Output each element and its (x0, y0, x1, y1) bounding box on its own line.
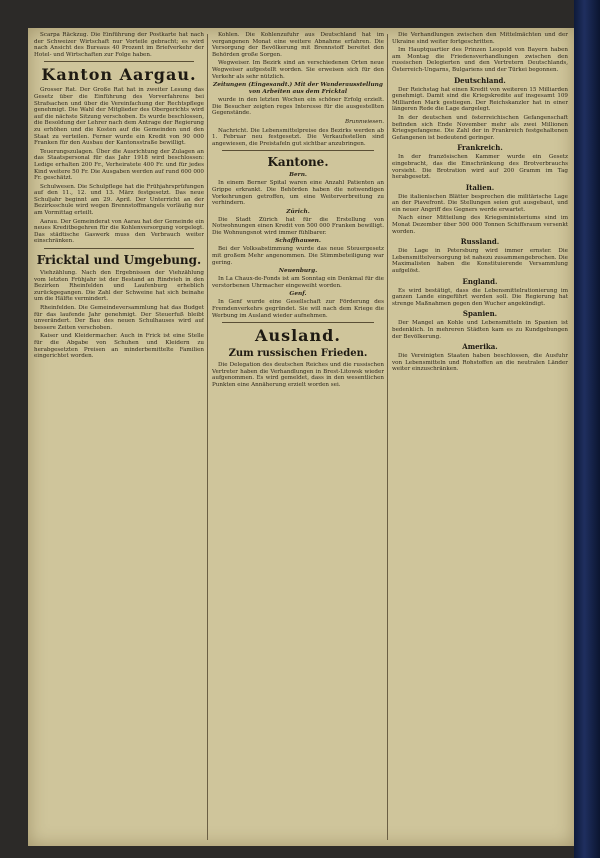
paragraph: Die Vereinigten Staaten haben beschlossen, die Ausfuhr von Lebensmitteln und Rohstoffen an die neutralen Länder weiter einzuschränken. (392, 353, 568, 373)
section-heading-aargau: Kanton Aargau. (41, 65, 197, 85)
paragraph: Teuerungszulagen. Über die Ausrichtung der Zulagen an das Staatspersonal für das Jahr 1918 wird beschlossen: Ledige erhalten 200 Fr., Verheiratete 400 Fr. und für jedes Kind weitere 50 Fr. Die Ausgaben werden auf rund 600 000 Fr. geschätzt. (34, 148, 204, 182)
country-heading: Spanien. (462, 309, 498, 319)
country-heading: Russland. (460, 237, 500, 247)
subheading: Bern. (289, 172, 307, 179)
paragraph: Bei der Volksabstimmung wurde das neue Steuergesetz mit großem Mehr angenommen. Die Stimmbeteiligung war gering. (212, 246, 384, 266)
section-heading-ausland: Ausland. (255, 326, 341, 346)
paragraph: Der Mangel an Kohle und Lebensmitteln in Spanien ist bedenklich. In mehreren Städten kam es zu Kundgebungen der Bevölkerung. (392, 320, 568, 340)
paragraph: Grosser Rat. Der Große Rat hat in zweiter Lesung das Gesetz über die Einführung des Vorverfahrens bei Strafsachen und über die Vereinfachung der Rechtspflege genehmigt. Die Wahl der Mitglieder des Obergerichts wird auf die nächste Sitzung verschoben. Es wurde beschlossen, die Besoldung der Lehrer nach dem Antrage der Regierung zu erhöhen und die Kosten auf die Gemeinden und den Staat zu verteilen. Ferner wurde ein Kredit von 90 000 Franken für den Ausbau der Kantonsstraße bewilligt. (34, 87, 204, 147)
section-heading-kantone: Kantone. (267, 155, 329, 170)
signature: Brunnwiesen. (344, 118, 384, 125)
column-3 (392, 32, 568, 842)
section-heading-fricktal: Fricktal und Umgebung. (36, 253, 202, 268)
paragraph: Nachricht. Die Lebensmittelpreise des Bezirks werden ab 1. Februar neu festgesetzt. Die Verkaufsstellen sind angewiesen, die Preistafeln gut sichtbar anzubringen. (212, 127, 384, 147)
paragraph: Viehzählung. Nach den Ergebnissen der Viehzählung vom letzten Frühjahr ist der Bestand an Rindvieh in den Bezirken Rheinfelden und Laufenburg erheblich zurückgegangen. Die Zahl der Schweine hat sich beinahe um die Hälfte vermindert. (34, 270, 204, 303)
paragraph: Die Delegation des deutschen Reiches und die russischen Vertreter haben die Verhandlungen in Brest-Litowsk wieder aufgenommen. Es wird gemeldet, dass in den wesentlichen Punkten eine Annäherung erzielt worden sei. (212, 362, 384, 388)
column-2 (212, 32, 384, 842)
book-binding (574, 0, 600, 858)
paragraph: Im Hauptquartier des Prinzen Leopold von Bayern haben am Montag die Friedensverhandlungen zwischen den russischen Delegierten und den Vertretern Deutschlands, Österreich-Ungarns, Bulgariens und der Türkei begonnen. (392, 47, 568, 73)
paragraph: Die Verhandlungen zwischen den Mittelmächten und der Ukraine sind weiter fortgeschritten. (392, 32, 568, 45)
paragraph: In La Chaux-de-Fonds ist am Sonntag ein Denkmal für die verstorbenen Uhrmacher eingeweiht worden. (212, 276, 384, 289)
paragraph: Kaiser und Kleidermacher. Auch in Frick ist eine Stelle für die Abgabe von Schuhen und Kleidern zu herabgesetzten Preisen an minderbemittelte Familien eingerichtet worden. (34, 333, 204, 360)
paragraph: In einem Berner Spital waren eine Anzahl Patienten an Grippe erkrankt. Die Behörden haben die notwendigen Vorkehrungen getroffen, um eine Weiterverbreitung zu verhindern. (212, 180, 384, 207)
paragraph: wurde in den letzten Wochen ein schöner Erfolg erzielt. Die Besucher zeigten reges Interesse für die ausgestellten Gegenstände. (212, 97, 384, 117)
country-heading: Frankreich. (457, 143, 503, 153)
subheading: Genf. (289, 291, 307, 298)
subheading: Neuenburg. (278, 268, 318, 275)
column-rule (207, 34, 208, 840)
subheading: Zürich. (286, 208, 310, 215)
paragraph: Die Lage in Petersburg wird immer ernster. Die Lebensmittelversorgung ist nahezu zusammengebrochen. Die Maximalisten haben die Konstituierende Versammlung aufgelöst. (392, 248, 568, 275)
section-subheading-frieden: Zum russischen Frieden. (228, 348, 368, 360)
paragraph: Die italienischen Blätter besprechen die militärische Lage an der Piavefront. Die Stellungen seien gut ausgebaut, und ein neuer Angriff des Gegners werde erwartet. (392, 193, 568, 213)
paragraph: Nach einer Mitteilung des Kriegsministeriums sind im Monat Dezember über 500 000 Tonnen Schiffsraum versenkt worden. (392, 215, 568, 235)
paragraph: In der französischen Kammer wurde ein Gesetz eingebracht, das die Einschränkung des Brotverbrauchs vorsieht. Die Brotration wird auf 200 Gramm im Tag herabgesetzt. (392, 154, 568, 181)
paragraph: In der deutschen und österreichischen Gefangenschaft befinden sich Ende November mehr als zwei Millionen Kriegsgefangene. Die Zahl der in Frankreich festgehaltenen Gefangenen ist bedeutend geringer. (392, 114, 568, 141)
country-heading: England. (462, 276, 498, 286)
separator (44, 248, 194, 249)
paragraph: Rheinfelden. Die Gemeindeversammlung hat das Budget für das laufende Jahr genehmigt. Der Steuerfuß bleibt unverändert. Der Bau des neuen Schulhauses wird auf bessere Zeiten verschoben. (34, 305, 204, 331)
country-heading: Amerika. (462, 342, 498, 352)
column-1 (34, 32, 204, 842)
paragraph: Aarau. Der Gemeinderat von Aarau hat der Gemeinde ein neues Kreditbegehren für die Kohlenversorgung vorgelegt. Das städtische Gaswerk muss den Verbrauch weiter einschränken. (34, 218, 204, 245)
paragraph: Es wird bestätigt, dass die Lebensmittelrationierung im ganzen Lande eingeführt werden soll. Die Regierung hat strenge Maßnahmen gegen den Wucher angekündigt. (392, 287, 568, 307)
intro-paragraph: Scarpa Räckzug. Die Einführung der Postkarte hat nach der Schweizer Wirtschaft nur Vorteile gebracht; es wird nach Ansicht des Bureaus 40 Prozent im Briefverkehr der Hotel- und Wirtschaften zur Folge haben. (34, 32, 204, 58)
paragraph: Wegweiser. Im Bezirk sind an verschiedenen Orten neue Wegweiser aufgestellt worden. Sie erweisen sich für den Verkehr als sehr nützlich. (212, 60, 384, 80)
newspaper-page (28, 28, 574, 846)
subheading: Zeitungen (Eingesandt.) Mit der Wanderausstellung von Arbeiten aus dem Fricktal (213, 82, 383, 96)
separator (44, 61, 194, 62)
subheading: Schaffhausen. (275, 238, 321, 245)
paragraph: Der Reichstag hat einen Kredit von weiteren 15 Milliarden genehmigt. Damit sind die Kriegskredite auf insgesamt 109 Milliarden Mark gestiegen. Der Reichskanzler hat in einer längeren Rede die Lage dargelegt. (392, 86, 568, 113)
paragraph: Die Stadt Zürich hat für die Erstellung von Notwohnungen einen Kredit von 500 000 Franken bewilligt. Die Wohnungsnot wird immer fühlbarer. (212, 216, 384, 236)
column-rule (387, 34, 388, 840)
country-heading: Deutschland. (454, 75, 506, 85)
paragraph: Kohlen. Die Kohlenzufuhr aus Deutschland hat im vergangenen Monat eine weitere Abnahme erfahren. Die Versorgung der Bevölkerung mit Brennstoff bereitet den Behörden große Sorgen. (212, 32, 384, 58)
paragraph: In Genf wurde eine Gesellschaft zur Förderung des Fremdenverkehrs gegründet. Sie will nach dem Kriege die Werbung im Ausland wieder aufnehmen. (212, 299, 384, 319)
paragraph: Schulwesen. Die Schulpflege hat die Frühjahrsprüfungen auf den 11., 12. und 13. März festgesetzt. Das neue Schuljahr beginnt am 29. April. Der Unterricht an der Bezirksschule wird wegen Brennstoffmangels vorläufig nur am Vormittag erteilt. (34, 183, 204, 217)
separator (222, 150, 374, 151)
country-heading: Italien. (465, 182, 495, 192)
separator (222, 322, 374, 323)
